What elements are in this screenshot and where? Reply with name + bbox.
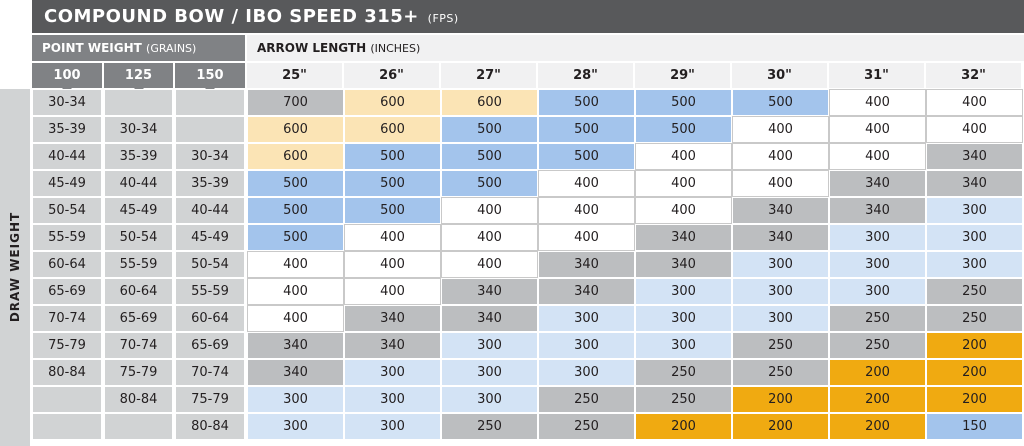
draw-weight-cell: 55-59 [32, 224, 102, 251]
draw-weight-cell [175, 89, 245, 116]
arrow-length-unit: (INCHES) [370, 42, 421, 55]
speed-value-cell: 300 [344, 413, 441, 440]
arrow-length-col: 27" [441, 63, 536, 88]
draw-weight-axis [0, 89, 30, 446]
arrow-length-col: 29" [635, 63, 730, 88]
draw-weight-cell: 35-39 [175, 170, 245, 197]
speed-value-cell: 600 [247, 116, 344, 143]
speed-value-cell: 340 [926, 143, 1023, 170]
speed-value-cell: 340 [829, 197, 926, 224]
point-weight-value: 150 [196, 68, 224, 83]
speed-value-cell: 300 [926, 197, 1023, 224]
speed-value-cell: 300 [344, 386, 441, 413]
speed-value-cell: 300 [635, 305, 732, 332]
speed-value-cell: 200 [926, 332, 1023, 359]
speed-value-cell: 300 [635, 278, 732, 305]
speed-value-cell: 340 [538, 278, 635, 305]
arrow-length-col: 30" [732, 63, 827, 88]
speed-value-cell: 500 [441, 116, 538, 143]
point-weight-label: POINT WEIGHT [42, 41, 142, 55]
speed-value-cell: 500 [247, 224, 344, 251]
draw-weight-cell: 35-39 [104, 143, 173, 170]
draw-weight-cell: 40-44 [104, 170, 173, 197]
draw-weight-cell: 70-74 [175, 359, 245, 386]
speed-value-cell: 300 [538, 305, 635, 332]
draw-weight-cell: 35-39 [32, 116, 102, 143]
speed-value-cell: 340 [538, 251, 635, 278]
speed-value-cell: 340 [635, 224, 732, 251]
draw-weight-cell: 45-49 [175, 224, 245, 251]
point-weight-125 [104, 63, 173, 88]
speed-value-cell: 300 [732, 278, 829, 305]
speed-value-cell: 500 [344, 170, 441, 197]
draw-weight-cell: 80-84 [175, 413, 245, 440]
speed-value-cell: 400 [635, 170, 732, 197]
speed-value-cell: 340 [732, 224, 829, 251]
draw-weight-cell: 70-74 [104, 332, 173, 359]
draw-weight-cell: 60-64 [175, 305, 245, 332]
speed-value-cell: 500 [247, 197, 344, 224]
speed-value-cell: 400 [829, 143, 926, 170]
speed-value-cell: 250 [926, 278, 1023, 305]
speed-value-cell: 500 [441, 143, 538, 170]
speed-value-cell: 300 [732, 305, 829, 332]
draw-weight-cell: 30-34 [104, 116, 173, 143]
chart-title [32, 0, 1024, 33]
speed-value-cell: 340 [732, 197, 829, 224]
speed-value-cell: 300 [635, 332, 732, 359]
speed-value-cell: 250 [538, 413, 635, 440]
speed-value-cell: 300 [247, 413, 344, 440]
speed-value-cell: 300 [344, 359, 441, 386]
speed-value-cell: 250 [829, 332, 926, 359]
draw-weight-cell: 50-54 [32, 197, 102, 224]
arrow-length-col: 31" [829, 63, 924, 88]
speed-value-cell: 400 [635, 197, 732, 224]
speed-value-cell: 340 [247, 359, 344, 386]
speed-value-cell: 500 [538, 143, 635, 170]
speed-value-cell: 250 [732, 359, 829, 386]
speed-value-cell: 340 [441, 305, 538, 332]
draw-weight-cell: 75-79 [175, 386, 245, 413]
speed-value-cell: 200 [926, 359, 1023, 386]
draw-weight-cell: 80-84 [104, 386, 173, 413]
speed-value-cell: 250 [829, 305, 926, 332]
speed-value-cell: 400 [926, 89, 1023, 116]
draw-weight-cell [175, 116, 245, 143]
speed-value-cell: 500 [732, 89, 829, 116]
speed-value-cell: 300 [441, 332, 538, 359]
speed-value-cell: 400 [247, 251, 344, 278]
draw-weight-cell [32, 386, 102, 413]
draw-weight-cell: 45-49 [32, 170, 102, 197]
speed-value-cell: 300 [538, 359, 635, 386]
point-weight-header [32, 35, 245, 61]
point-weight-unit: (GRAINS) [146, 42, 197, 55]
speed-value-cell: 400 [538, 170, 635, 197]
speed-value-cell: 200 [829, 413, 926, 440]
draw-weight-cell: 40-44 [32, 143, 102, 170]
speed-value-cell: 500 [344, 197, 441, 224]
speed-value-cell: 400 [538, 224, 635, 251]
speed-value-cell: 200 [732, 386, 829, 413]
draw-weight-cell: 75-79 [104, 359, 173, 386]
speed-value-cell: 300 [247, 386, 344, 413]
speed-value-cell: 400 [732, 116, 829, 143]
arrow-length-label: ARROW LENGTH [257, 41, 367, 55]
point-weight-value: 125 [124, 68, 153, 83]
speed-value-cell: 200 [732, 413, 829, 440]
speed-value-cell: 250 [732, 332, 829, 359]
speed-value-cell: 400 [247, 278, 344, 305]
arrow-length-col: 28" [538, 63, 633, 88]
speed-value-cell: 150 [926, 413, 1023, 440]
speed-value-cell: 200 [926, 386, 1023, 413]
draw-weight-cell: 60-64 [104, 278, 173, 305]
speed-value-cell: 600 [441, 89, 538, 116]
arrow-length-header [247, 35, 1024, 61]
draw-weight-cell: 30-34 [175, 143, 245, 170]
speed-value-cell: 340 [635, 251, 732, 278]
point-weight-150 [175, 63, 245, 88]
speed-value-cell: 340 [926, 170, 1023, 197]
speed-value-cell: 200 [635, 413, 732, 440]
speed-value-cell: 300 [829, 278, 926, 305]
speed-value-cell: 300 [926, 251, 1023, 278]
draw-weight-cell: 30-34 [32, 89, 102, 116]
draw-weight-cell: 65-69 [104, 305, 173, 332]
speed-value-cell: 400 [344, 251, 441, 278]
speed-value-cell: 340 [344, 305, 441, 332]
point-weight-100 [32, 63, 102, 88]
speed-value-cell: 500 [635, 116, 732, 143]
draw-weight-cell: 75-79 [32, 332, 102, 359]
arrow-length-col: 26" [344, 63, 439, 88]
speed-value-cell: 250 [441, 413, 538, 440]
speed-value-cell: 300 [441, 386, 538, 413]
speed-value-cell: 400 [344, 278, 441, 305]
speed-value-cell: 400 [441, 224, 538, 251]
speed-value-cell: 400 [829, 89, 926, 116]
draw-weight-cell: 55-59 [104, 251, 173, 278]
title-unit: (FPS) [427, 12, 459, 25]
speed-value-cell: 300 [829, 224, 926, 251]
speed-value-cell: 600 [247, 143, 344, 170]
speed-value-cell: 400 [441, 251, 538, 278]
draw-weight-cell: 65-69 [32, 278, 102, 305]
speed-value-cell: 400 [732, 143, 829, 170]
draw-weight-cell: 70-74 [32, 305, 102, 332]
draw-weight-cell [104, 413, 173, 440]
speed-value-cell: 250 [926, 305, 1023, 332]
speed-value-cell: 200 [829, 386, 926, 413]
speed-value-cell: 340 [441, 278, 538, 305]
speed-value-cell: 300 [538, 332, 635, 359]
speed-value-cell: 700 [247, 89, 344, 116]
draw-weight-cell: 55-59 [175, 278, 245, 305]
speed-value-cell: 340 [247, 332, 344, 359]
draw-weight-cell: 45-49 [104, 197, 173, 224]
draw-weight-cell: 60-64 [32, 251, 102, 278]
draw-weight-cell: 40-44 [175, 197, 245, 224]
speed-value-cell: 400 [247, 305, 344, 332]
draw-weight-cell [104, 89, 173, 116]
speed-value-cell: 500 [344, 143, 441, 170]
arrow-length-col: 25" [247, 63, 342, 88]
speed-value-cell: 300 [829, 251, 926, 278]
point-weight-value: 100 [53, 68, 81, 83]
draw-weight-label: DRAW WEIGHT [8, 211, 22, 323]
speed-value-cell: 600 [344, 89, 441, 116]
speed-value-cell: 340 [344, 332, 441, 359]
speed-value-cell: 400 [441, 197, 538, 224]
speed-value-cell: 300 [441, 359, 538, 386]
speed-value-cell: 400 [829, 116, 926, 143]
speed-value-cell: 250 [635, 359, 732, 386]
title-text: COMPOUND BOW / IBO SPEED 315+ [44, 6, 419, 27]
speed-value-cell: 400 [635, 143, 732, 170]
speed-value-cell: 400 [732, 170, 829, 197]
draw-weight-cell [32, 413, 102, 440]
speed-value-cell: 400 [538, 197, 635, 224]
speed-value-cell: 250 [538, 386, 635, 413]
draw-weight-cell: 65-69 [175, 332, 245, 359]
speed-value-cell: 400 [926, 116, 1023, 143]
speed-value-cell: 500 [538, 116, 635, 143]
speed-value-cell: 500 [441, 170, 538, 197]
speed-value-cell: 250 [635, 386, 732, 413]
speed-value-cell: 500 [635, 89, 732, 116]
speed-value-cell: 500 [247, 170, 344, 197]
draw-weight-cell: 80-84 [32, 359, 102, 386]
speed-value-cell: 340 [829, 170, 926, 197]
speed-value-cell: 600 [344, 116, 441, 143]
speed-value-cell: 400 [344, 224, 441, 251]
speed-value-cell: 200 [829, 359, 926, 386]
speed-value-cell: 500 [538, 89, 635, 116]
arrow-length-col: 32" [926, 63, 1021, 88]
speed-value-cell: 300 [732, 251, 829, 278]
speed-value-cell: 300 [926, 224, 1023, 251]
draw-weight-cell: 50-54 [175, 251, 245, 278]
draw-weight-cell: 50-54 [104, 224, 173, 251]
